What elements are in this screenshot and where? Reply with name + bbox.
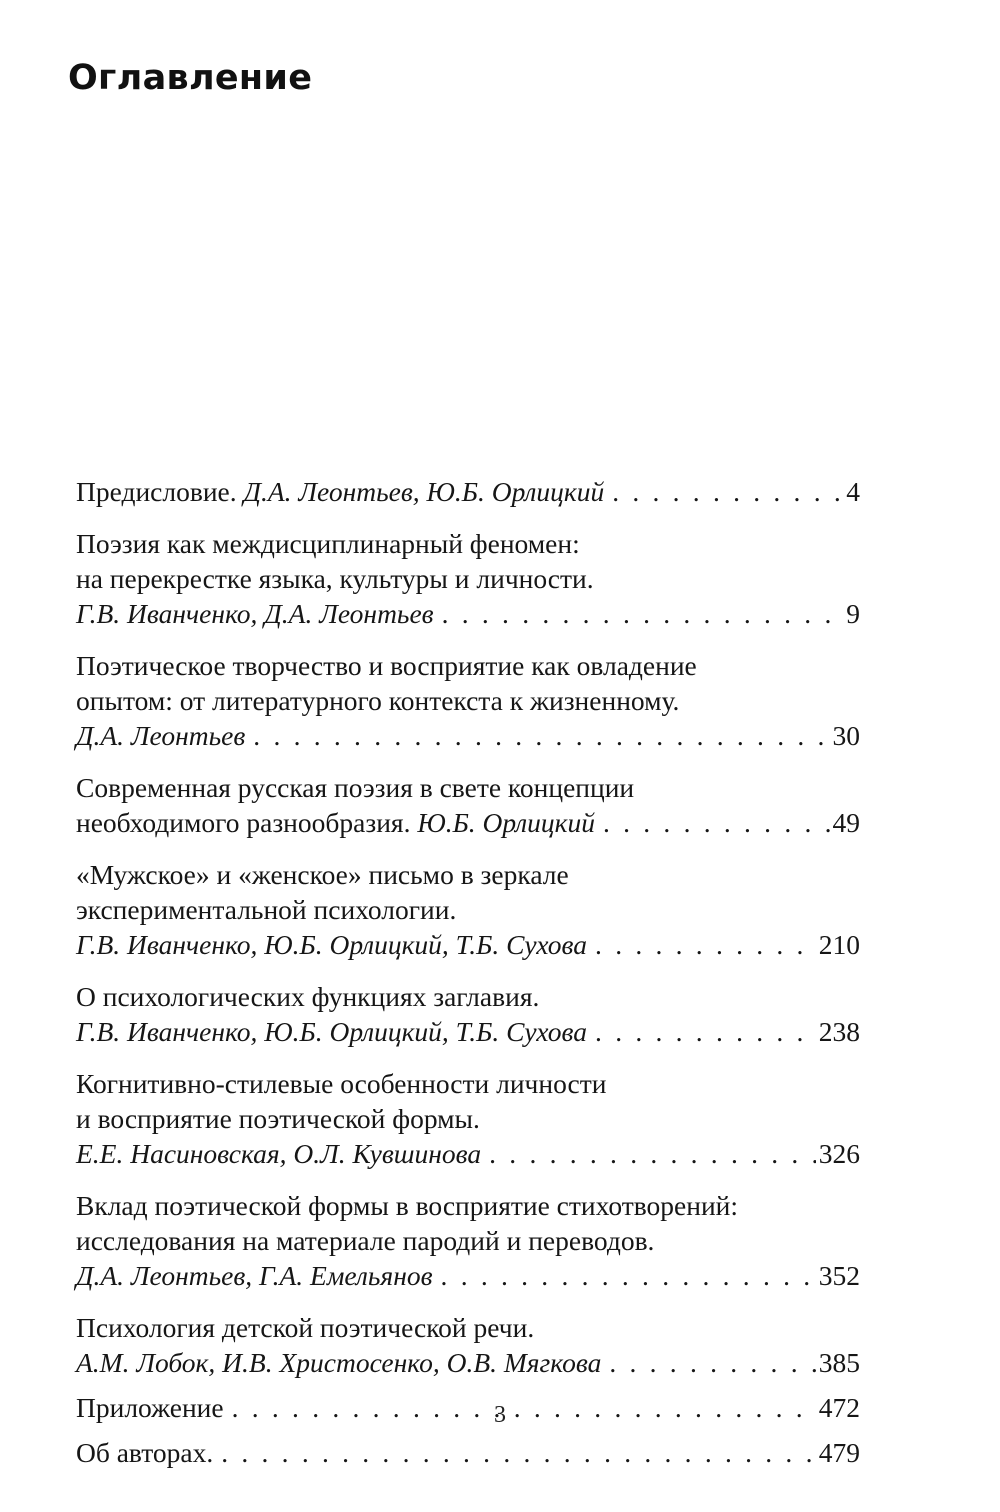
toc-page-number: 385: [818, 1347, 860, 1378]
dot-leader: [603, 805, 830, 840]
toc-entry-lead: Приложение: [76, 1392, 224, 1423]
toc-entry: [76, 474, 860, 509]
toc-entry: [76, 648, 860, 753]
toc-entry-title-line: Современная русская поэзия в свете концепции: [76, 772, 635, 803]
toc-page-number: 210: [818, 929, 860, 960]
toc-entry-authors: А.М. Лобок, И.В. Христосенко, О.В. Мягкова: [76, 1347, 602, 1378]
table-of-contents: [76, 474, 860, 1480]
toc-entry: [76, 857, 860, 962]
dot-leader: [612, 474, 843, 509]
toc-entry-title-line: на перекрестке языка, культуры и личности.: [76, 563, 594, 594]
toc-entry-authors: Д.А. Леонтьев, Ю.Б. Орлицкий: [243, 476, 605, 507]
toc-entry-authors: Ю.Б. Орлицкий: [417, 807, 595, 838]
toc-entry-lead: Предисловие.: [76, 476, 244, 507]
toc-entry: [76, 1310, 860, 1380]
toc-entry-last-line: [76, 1345, 860, 1380]
toc-entry-title-line: Поэзия как междисциплинарный феномен:: [76, 528, 580, 559]
toc-page-number: 479: [818, 1437, 860, 1468]
toc-entry: [76, 979, 860, 1049]
toc-entry-title-line: Психология детской поэтической речи.: [76, 1312, 535, 1343]
dot-leader: [441, 1258, 816, 1293]
toc-entry-title-line: и восприятие поэтической формы.: [76, 1103, 480, 1134]
toc-entry: [76, 770, 860, 840]
toc-entry-authors: Д.А. Леонтьев: [76, 720, 246, 751]
dot-leader: [595, 927, 816, 962]
toc-entry-lead: необходимого разнообразия.: [76, 807, 418, 838]
toc-entry-authors: Г.В. Иванченко, Ю.Б. Орлицкий, Т.Б. Сухова: [76, 1016, 588, 1047]
toc-entry-title-line: О психологических функциях заглавия.: [76, 981, 540, 1012]
toc-entry: [76, 1188, 860, 1293]
toc-entry-authors: Д.А. Леонтьев, Г.А. Емельянов: [76, 1260, 433, 1291]
dot-leader: [442, 596, 844, 631]
page-number: 3: [494, 1402, 506, 1428]
toc-entry-last-line: [76, 927, 860, 962]
toc-entry-authors: Г.В. Иванченко, Д.А. Леонтьев: [76, 598, 434, 629]
toc-entry-title-line: исследования на материале пародий и переводов.: [76, 1225, 655, 1256]
toc-entry-last-line: [76, 1258, 860, 1293]
toc-page-number: 49: [832, 807, 860, 838]
dot-leader: [595, 1014, 816, 1049]
toc-entry-authors: Е.Е. Насиновская, О.Л. Кувшинова: [76, 1138, 482, 1169]
toc-entry: [76, 1066, 860, 1171]
toc-entry: [76, 1435, 860, 1470]
dot-leader: [609, 1345, 815, 1380]
toc-entry-last-line: [76, 1014, 860, 1049]
toc-entry-last-line: [76, 805, 860, 840]
toc-entry-title-line: «Мужское» и «женское» письмо в зеркале: [76, 859, 569, 890]
toc-page-number: 352: [818, 1260, 860, 1291]
dot-leader: [489, 1136, 816, 1171]
toc-page-number: 4: [846, 476, 860, 507]
toc-entry-last-line: [76, 718, 860, 753]
toc-entry-last-line: [76, 1435, 860, 1470]
toc-entry: [76, 526, 860, 631]
toc-entry-authors: Г.В. Иванченко, Ю.Б. Орлицкий, Т.Б. Сухова: [76, 929, 588, 960]
toc-page-number: 238: [818, 1016, 860, 1047]
toc-entry-title-line: экспериментальной психологии.: [76, 894, 457, 925]
toc-entry-last-line: [76, 1136, 860, 1171]
toc-entry-lead: Об авторах.: [76, 1437, 214, 1468]
dot-leader: [253, 718, 829, 753]
toc-entry-title-line: Когнитивно-стилевые особенности личности: [76, 1068, 607, 1099]
toc-entry-title-line: Вклад поэтической формы в восприятие стихотворений:: [76, 1190, 739, 1221]
toc-page-number: 30: [832, 720, 860, 751]
toc-entry-last-line: [76, 596, 860, 631]
page-title: Оглавление: [68, 58, 313, 98]
toc-page-number: 9: [846, 598, 860, 629]
toc-page-number: 326: [818, 1138, 860, 1169]
toc-page-number: 472: [818, 1392, 860, 1423]
toc-entry-title-line: опытом: от литературного контекста к жизненному.: [76, 685, 680, 716]
toc-entry-last-line: [76, 474, 860, 509]
dot-leader: [221, 1435, 816, 1470]
toc-entry-title-line: Поэтическое творчество и восприятие как овладение: [76, 650, 697, 681]
